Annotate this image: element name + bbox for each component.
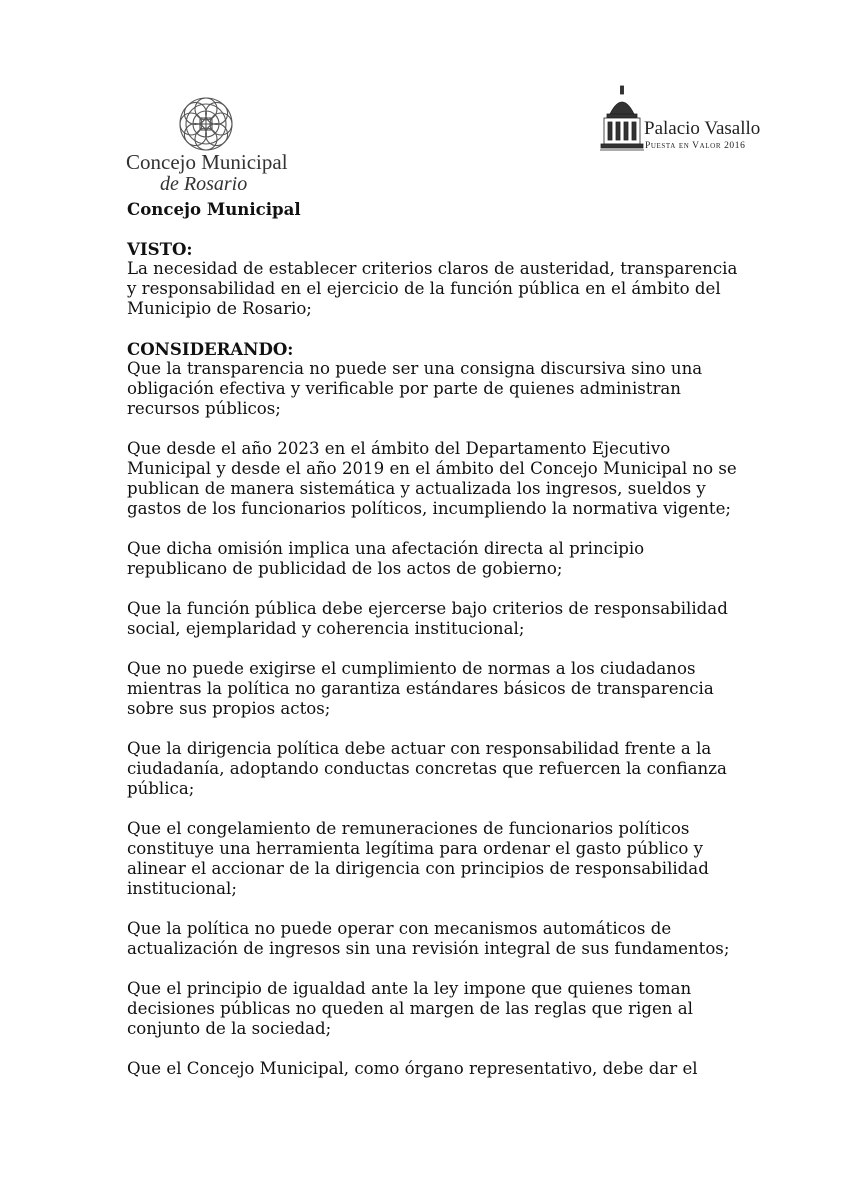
text-line: La necesidad de establecer criterios claros de austeridad, transparencia: [127, 259, 738, 278]
considerando-paragraph: [127, 439, 777, 519]
rosette-emblem-icon: [176, 96, 236, 152]
text-line: gastos de los funcionarios políticos, incumpliendo la normativa vigente;: [127, 499, 732, 518]
text-line: pública;: [127, 779, 195, 798]
text-line: Que no puede exigirse el cumplimiento de normas a los ciudadanos: [127, 659, 696, 678]
text-line: alinear el accionar de la dirigencia con principios de responsabilidad: [127, 859, 709, 878]
text-line: decisiones públicas no queden al margen de las reglas que rigen al: [127, 999, 693, 1018]
palace-dome-icon: [600, 84, 644, 154]
text-line: y responsabilidad en el ejercicio de la función pública en el ámbito del: [127, 279, 721, 298]
text-line: recursos públicos;: [127, 399, 281, 418]
text-line: Que la función pública debe ejercerse bajo criterios de responsabilidad: [127, 599, 728, 618]
text-line: actualización de ingresos sin una revisión integral de sus fundamentos;: [127, 939, 730, 958]
considerando-paragraph: [127, 1059, 777, 1079]
visto-heading: VISTO:: [127, 239, 193, 259]
considerando-paragraph: [127, 919, 777, 959]
text-line: social, ejemplaridad y coherencia institucional;: [127, 619, 525, 638]
text-line: institucional;: [127, 879, 237, 898]
visto-paragraph: [127, 259, 777, 319]
text-line: Que dicha omisión implica una afectación directa al principio: [127, 539, 645, 558]
text-line: publican de manera sistemática y actualizada los ingresos, sueldos y: [127, 479, 706, 498]
logo-line-1: Concejo Municipal: [126, 150, 288, 174]
text-line: sobre sus propios actos;: [127, 699, 331, 718]
text-line: Que el principio de igualdad ante la ley impone que quienes toman: [127, 979, 692, 998]
logo-line-2: de Rosario: [160, 173, 248, 195]
considerando-paragraph: [127, 979, 777, 1039]
text-line: conjunto de la sociedad;: [127, 1019, 332, 1038]
text-line: Que la dirigencia política debe actuar con responsabilidad frente a la: [127, 739, 712, 758]
considerando-paragraph: [127, 659, 777, 719]
palace-tagline: Puesta en Valor 2016: [645, 141, 746, 151]
palacio-vasallo-logo: [600, 84, 800, 164]
considerando-paragraph: [127, 819, 777, 899]
considerando-paragraph: [127, 359, 777, 419]
considerando-paragraph: [127, 739, 777, 799]
palace-name: Palacio Vasallo: [644, 118, 761, 139]
text-line: mientras la política no garantiza estándares básicos de transparencia: [127, 679, 714, 698]
text-line: Que la transparencia no puede ser una consigna discursiva sino una: [127, 359, 703, 378]
text-line: Municipal y desde el año 2019 en el ámbito del Concejo Municipal no se: [127, 459, 737, 478]
text-line: Que la política no puede operar con mecanismos automáticos de: [127, 919, 672, 938]
text-line: Que el congelamiento de remuneraciones de funcionarios políticos: [127, 819, 690, 838]
text-line: ciudadanía, adoptando conductas concretas que refuercen la confianza: [127, 759, 727, 778]
text-line: Que el Concejo Municipal, como órgano representativo, debe dar el: [127, 1059, 698, 1078]
text-line: constituye una herramienta legítima para ordenar el gasto público y: [127, 839, 704, 858]
text-line: republicano de publicidad de los actos de gobierno;: [127, 559, 563, 578]
text-line: obligación efectiva y verificable por parte de quienes administran: [127, 379, 681, 398]
text-line: Que desde el año 2023 en el ámbito del Departamento Ejecutivo: [127, 439, 671, 458]
document-body: [127, 199, 777, 1079]
considerando-paragraph: [127, 539, 777, 579]
considerando-heading: CONSIDERANDO:: [127, 339, 294, 359]
considerando-paragraph: [127, 599, 777, 639]
document-title: Concejo Municipal: [127, 199, 301, 219]
text-line: Municipio de Rosario;: [127, 299, 312, 318]
